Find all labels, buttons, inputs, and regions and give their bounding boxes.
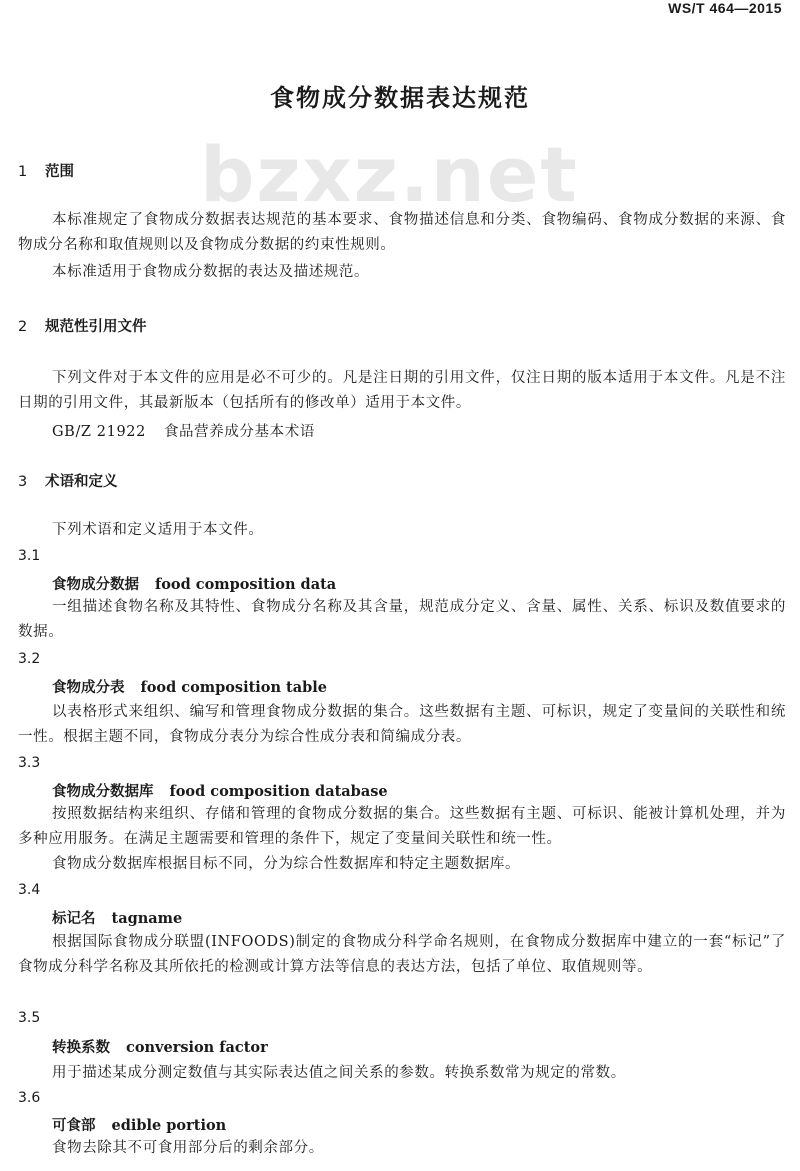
term-number: 3.4: [18, 882, 41, 898]
term-name-cn: 食物成分数据库: [52, 784, 154, 800]
term-name-cn: 可食部: [52, 1118, 96, 1134]
term-number: 3.2: [18, 651, 41, 667]
references-paragraph: 下列文件对于本文件的应用是必不可少的。凡是注日期的引用文件，仅注日期的版本适用于本文件。凡是不注日期的引用文件，其最新版本（包括所有的修改单）适用于本文件。: [18, 370, 786, 411]
term-name-en: tagname: [111, 910, 183, 927]
term-name-cn: 标记名: [52, 911, 96, 927]
term-heading: [52, 780, 388, 801]
term-definition-note: 食物成分数据库根据目标不同，分为综合性数据库和特定主题数据库。: [52, 856, 521, 872]
term-number: 3.3: [18, 755, 41, 771]
standard-code: WS/T 464—2015: [668, 0, 782, 16]
reference-code: GB/Z 21922: [52, 424, 146, 440]
term-number: 3.5: [18, 1010, 41, 1026]
term-heading: [52, 1114, 226, 1135]
section-title: 范围: [45, 164, 74, 180]
section-number: 3: [18, 474, 28, 490]
term-definition: 根据国际食物成分联盟(INFOODS)制定的食物成分科学命名规则，在食物成分数据库中建立的一套“标记”了食物成分科学名称及其所依托的检测或计算方法等信息的表达方法，包括了单位、取值规则等。: [18, 934, 786, 975]
term-name-en: edible portion: [111, 1117, 227, 1134]
term-definition: 食物去除其不可食用部分后的剩余部分。: [52, 1140, 324, 1156]
document-title: 食物成分数据表达规范: [270, 84, 530, 112]
scope-paragraph-1: 本标准规定了食物成分数据表达规范的基本要求、食物描述信息和分类、食物编码、食物成分数据的来源、食物成分名称和取值规则以及食物成分数据的约束性规则。: [18, 212, 786, 253]
section-number: 1: [18, 164, 28, 180]
terms-intro: 下列术语和定义适用于本文件。: [52, 522, 264, 538]
reference-entry: [52, 420, 315, 441]
term-definition: 以表格形式来组织、编写和管理食物成分数据的集合。这些数据有主题、可标识，规定了变量间的关联性和统一性。根据主题不同，食物成分表分为综合性成分表和简编成分表。: [18, 704, 786, 745]
term-name-en: conversion factor: [126, 1039, 268, 1056]
term-heading: [52, 676, 327, 697]
watermark: bzxz.net: [200, 130, 579, 219]
term-name-cn: 食物成分表: [52, 680, 125, 696]
section-heading-terms: [18, 470, 118, 491]
section-title: 术语和定义: [45, 474, 118, 490]
section-heading-scope: [18, 160, 74, 181]
term-definition: 按照数据结构来组织、存储和管理的食物成分数据的集合。这些数据有主题、可标识、能被计算机处理，并为多种应用服务。在满足主题需要和管理的条件下，规定了变量间关联性和统一性。: [18, 806, 786, 847]
term-heading: [52, 907, 182, 928]
term-name-cn: 食物成分数据: [52, 577, 139, 593]
section-heading-references: [18, 315, 147, 336]
term-definition: 用于描述某成分测定数值与其实际表达值之间关系的参数。转换系数常为规定的常数。: [52, 1065, 626, 1081]
term-heading: [52, 1036, 268, 1057]
term-number: 3.6: [18, 1090, 41, 1106]
term-name-en: food composition database: [169, 783, 388, 800]
scope-paragraph-2: 本标准适用于食物成分数据的表达及描述规范。: [52, 264, 370, 280]
reference-title: 食品营养成分基本术语: [163, 424, 315, 440]
term-name-cn: 转换系数: [52, 1040, 110, 1056]
term-definition: 一组描述食物名称及其特性、食物成分名称及其含量，规范成分定义、含量、属性、关系、标识及数值要求的数据。: [18, 599, 786, 640]
term-name-en: food composition data: [155, 576, 337, 593]
section-number: 2: [18, 319, 28, 335]
term-number: 3.1: [18, 548, 41, 564]
term-heading: [52, 573, 336, 594]
section-title: 规范性引用文件: [45, 319, 147, 335]
term-name-en: food composition table: [140, 679, 328, 696]
